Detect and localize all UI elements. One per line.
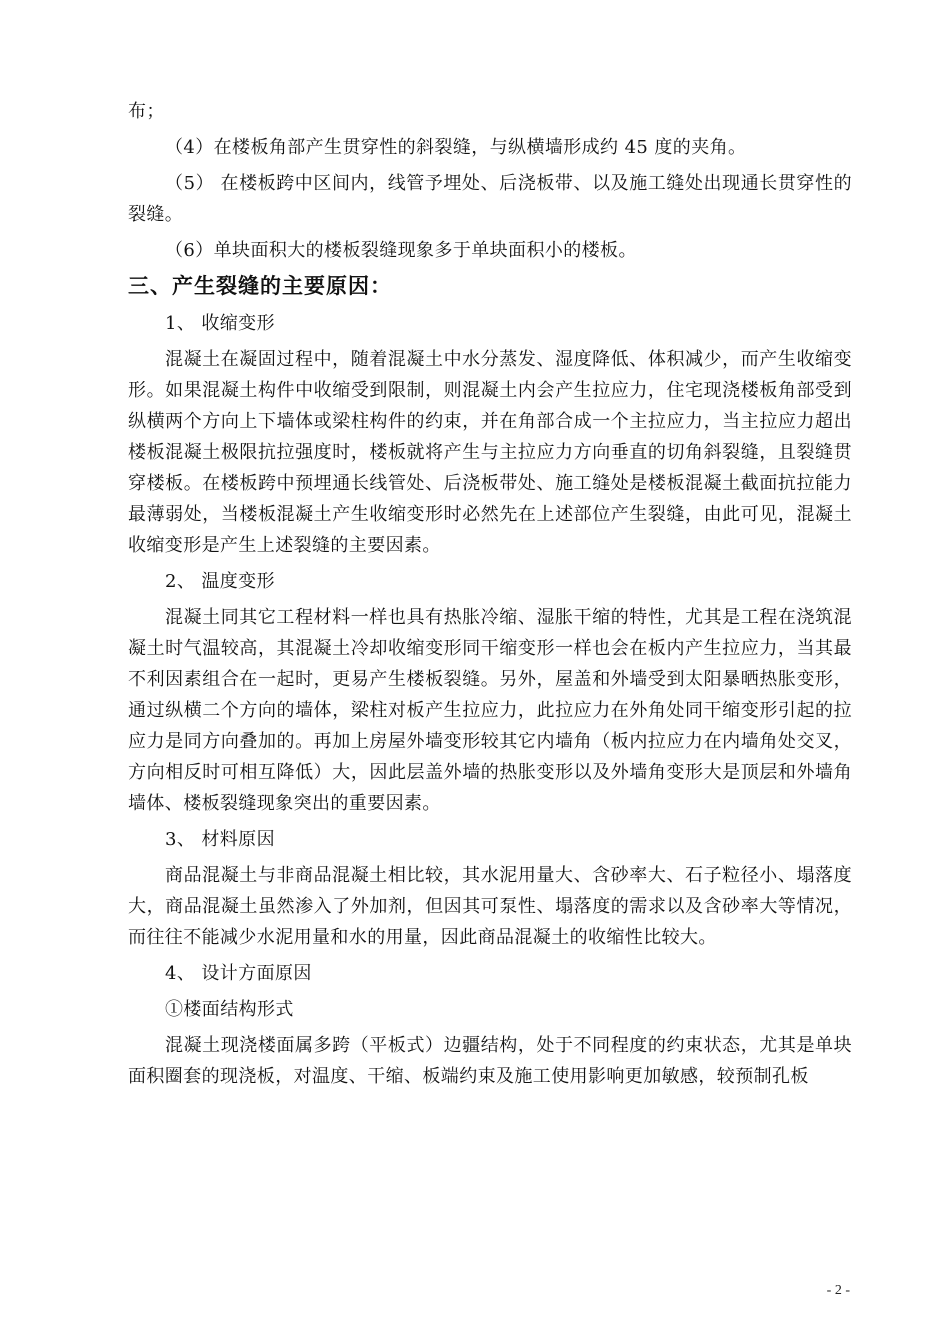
list-item-6: （6）单块面积大的楼板裂缝现象多于单块面积小的楼板。: [165, 240, 637, 261]
page-body: [128, 96, 852, 1097]
paragraph-continuation: 布；: [128, 101, 165, 122]
subheading-shrinkage: 1、 收缩变形: [165, 313, 275, 334]
paragraph-materials: 商品混凝土与非商品混凝土相比较，其水泥用量大、含砂率大、石子粒径小、塌落度大，商品混凝土虽然渗入了外加剂，但因其可泵性、塌落度的需求以及含砂率大等情况，而往往不能减少水泥用量和水的用量，因此商品混凝土的收缩性比较大。: [128, 865, 852, 948]
list-item-4: （4）在楼板角部产生贯穿性的斜裂缝，与纵横墙形成约 45 度的夹角。: [165, 137, 747, 158]
subheading-temperature: 2、 温度变形: [165, 571, 275, 592]
paragraph-floor-structure: 混凝土现浇楼面属多跨（平板式）边疆结构，处于不同程度的约束状态，尤其是单块面积圈套的现浇板，对温度、干缩、板端约束及施工使用影响更加敏感，较预制孔板: [128, 1035, 852, 1087]
subheading-design: 4、 设计方面原因: [165, 963, 312, 984]
paragraph-shrinkage: 混凝土在凝固过程中，随着混凝土中水分蒸发、湿度降低、体积减少，而产生收缩变形。如果混凝土构件中收缩受到限制，则混凝土内会产生拉应力，住宅现浇楼板角部受到纵横两个方向上下墙体或梁柱构件的约束，并在角部合成一个主拉应力，当主拉应力超出楼板混凝土极限抗拉强度时，楼板就将产生与主拉应力方向垂直的切角斜裂缝，且裂缝贯穿楼板。在楼板跨中预埋通长线管处、后浇板带处、施工缝处是楼板混凝土截面抗拉能力最薄弱处，当楼板混凝土产生收缩变形时必然先在上述部位产生裂缝，由此可见，混凝土收缩变形是产生上述裂缝的主要因素。: [128, 349, 852, 556]
subheading-floor-structure: ①楼面结构形式: [165, 999, 294, 1020]
paragraph-temperature: 混凝土同其它工程材料一样也具有热胀冷缩、湿胀干缩的特性，尤其是工程在浇筑混凝土时气温较高，其混凝土冷却收缩变形同干缩变形一样也会在板内产生拉应力，当其最不利因素组合在一起时，更易产生楼板裂缝。另外，屋盖和外墙受到太阳暴晒热胀变形，通过纵横二个方向的墙体，梁柱对板产生拉应力，此拉应力在外角处同干缩变形引起的拉应力是同方向叠加的。再加上房屋外墙变形较其它内墙角（板内拉应力在内墙角处交叉，方向相反时可相互降低）大，因此层盖外墙的热胀变形以及外墙角变形大是顶层和外墙角墙体、楼板裂缝现象突出的重要因素。: [128, 607, 852, 814]
page-number: - 2 -: [826, 1283, 850, 1298]
list-item-5: （5） 在楼板跨中区间内，线管予埋处、后浇板带、以及施工缝处出现通长贯穿性的裂缝。: [128, 173, 852, 225]
subheading-materials: 3、 材料原因: [165, 829, 275, 850]
section-heading-causes: 三、产生裂缝的主要原因：: [128, 274, 392, 298]
